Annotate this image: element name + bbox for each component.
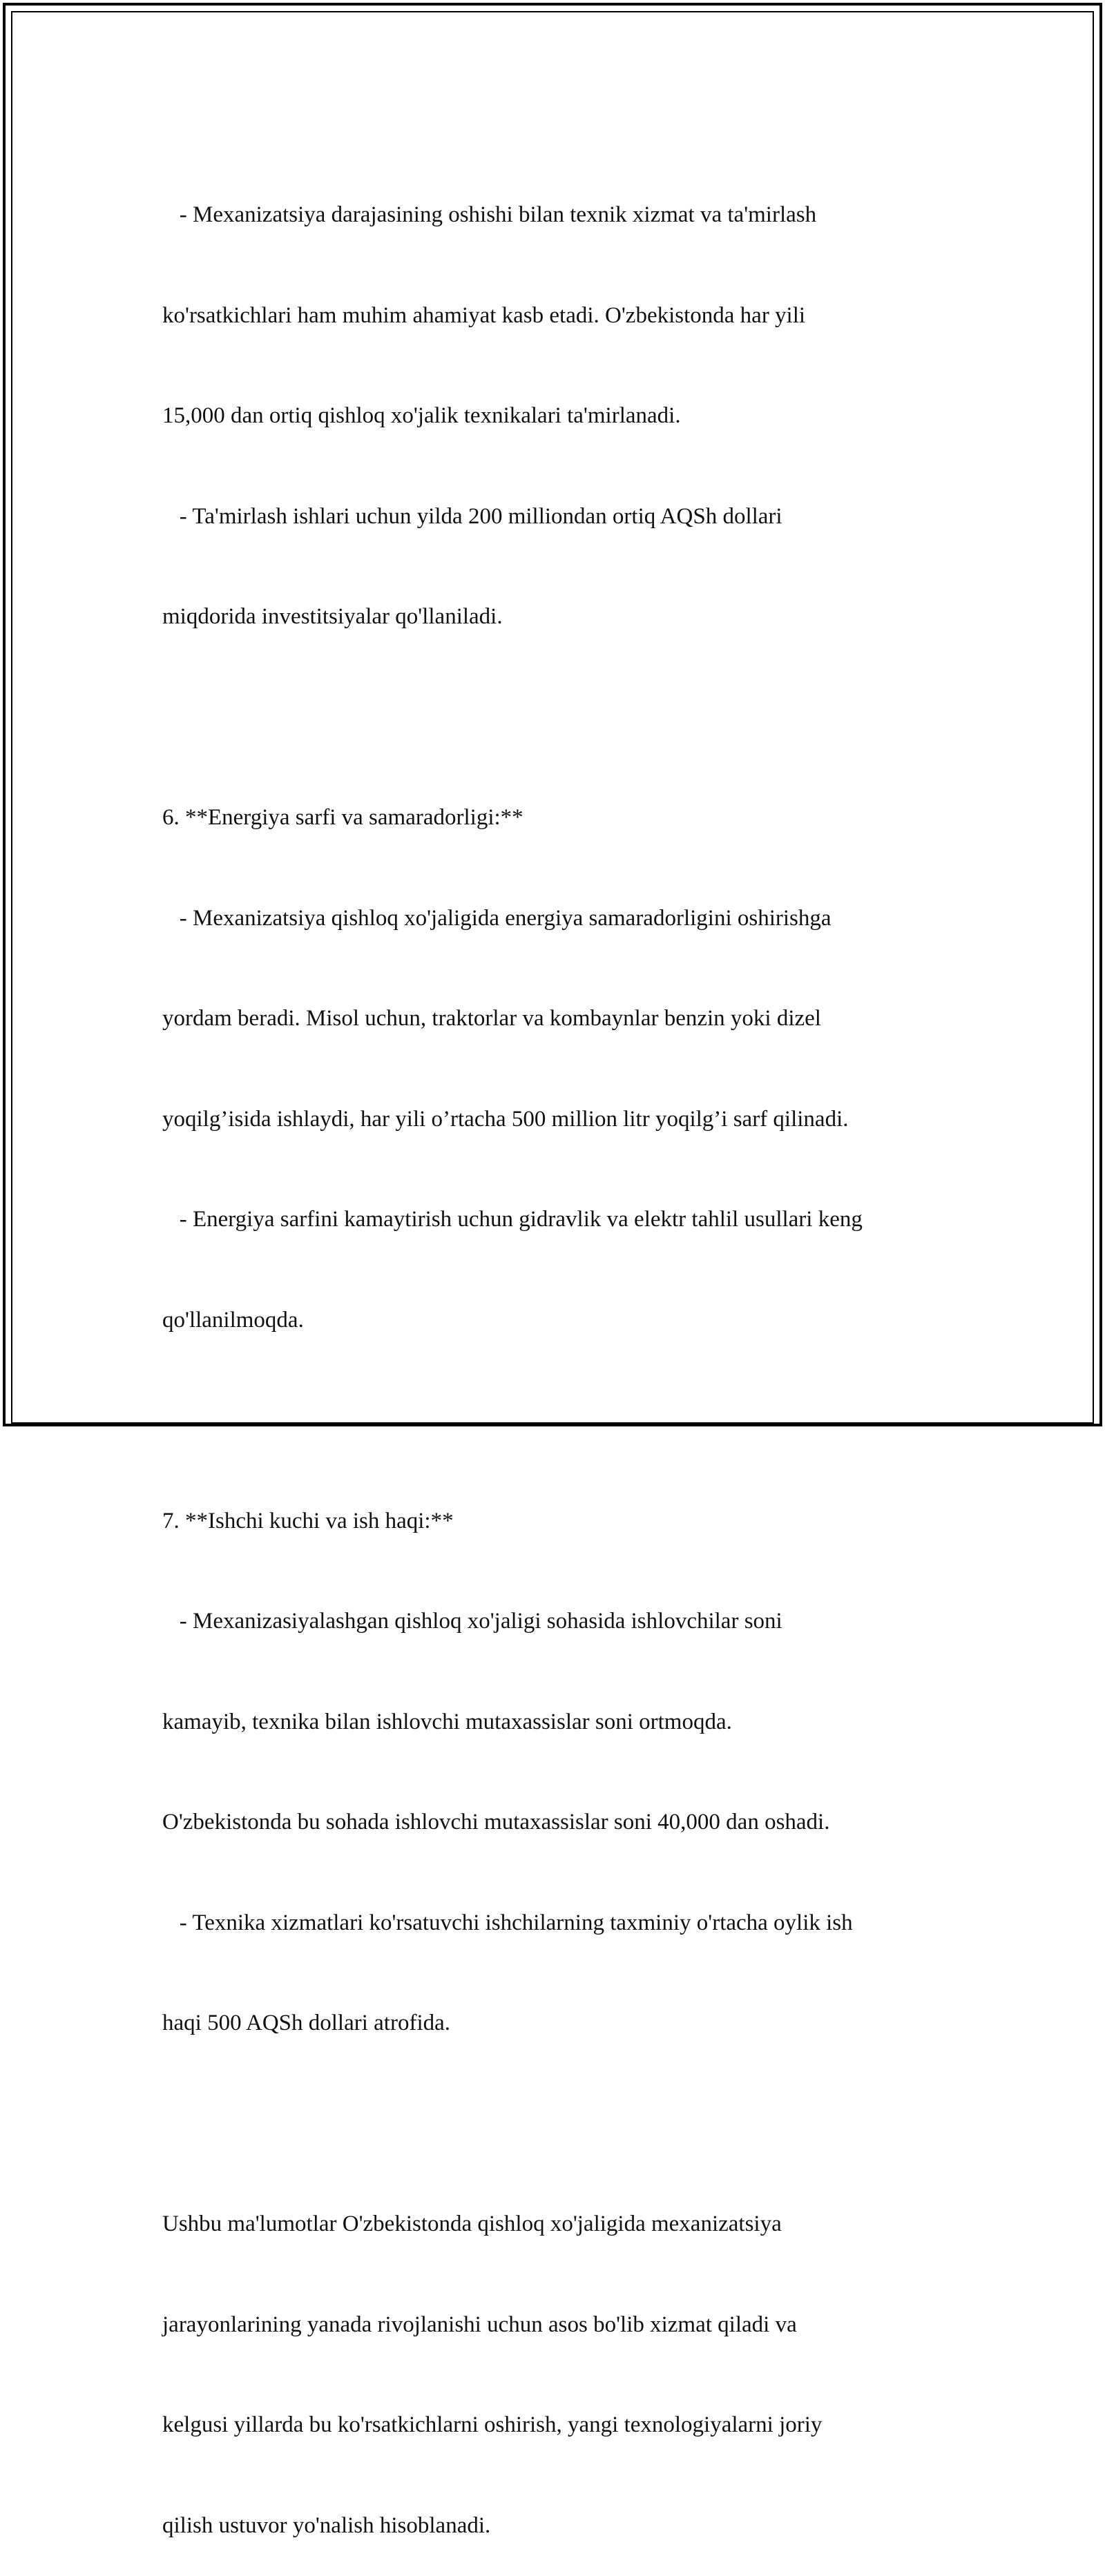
- blank-line: [162, 1404, 957, 1437]
- text-line: - Mexanizatsiya qishloq xo'jaligida energiya samaradorligini oshirishga: [162, 905, 832, 931]
- text-line: - Texnika xizmatlari ko'rsatuvchi ishchilarning taxminiy o'rtacha oylik ish: [162, 1910, 853, 1935]
- text-line: yordam beradi. Misol uchun, traktorlar va kombaynlar benzin yoki dizel: [162, 1006, 821, 1031]
- text-line: miqdorida investitsiyalar qo'llaniladi.: [162, 604, 503, 629]
- text-line: haqi 500 AQSh dollari atrofida.: [162, 2011, 451, 2035]
- conclusion-line: qilish ustuvor yo'nalish hisoblanadi.: [162, 2512, 491, 2538]
- conclusion-line: Ushbu ma'lumotlar O'zbekistonda qishloq xo'jaligida mexanizatsiya: [162, 2211, 782, 2236]
- text-line: 15,000 dan ortiq qishloq xo'jalik texnikalari ta'mirlanadi.: [162, 403, 681, 428]
- text-line: kamayib, texnika bilan ishlovchi mutaxassislar soni ortmoqda.: [162, 1709, 732, 1734]
- text-line: - Energiya sarfini kamaytirish uchun gidravlik va elektr tahlil usullari keng: [162, 1207, 863, 1232]
- text-line: O'zbekistonda bu sohada ishlovchi mutaxassislar soni 40,000 dan oshadi.: [162, 1810, 830, 1834]
- blank-line: [162, 701, 957, 735]
- section-heading: 7. **Ishchi kuchi va ish haqi:**: [162, 1508, 454, 1533]
- text-line: qo'llanilmoqda.: [162, 1307, 304, 1333]
- section-heading: 6. **Energiya sarfi va samaradorligi:**: [162, 805, 523, 830]
- conclusion-line: jarayonlarining yanada rivojlanishi uchun asos bo'lib xizmat qiladi va: [162, 2312, 797, 2337]
- text-line: - Mexanizasiyalashgan qishloq xo'jaligi sohasida ishlovchilar soni: [162, 1609, 782, 1634]
- text-line: - Mexanizatsiya darajasining oshishi bilan texnik xizmat va ta'mirlash: [162, 202, 817, 227]
- text-line: - Ta'mirlash ishlari uchun yilda 200 milliondan ortiq AQSh dollari: [162, 503, 782, 529]
- text-line: ko'rsatkichlari ham muhim ahamiyat kasb etadi. O'zbekistonda har yili: [162, 302, 806, 328]
- blank-line: [162, 2107, 957, 2141]
- conclusion-line: kelgusi yillarda bu ko'rsatkichlarni oshirish, yangi texnologiyalarni joriy: [162, 2412, 823, 2437]
- text-line: yoqilg’isida ishlaydi, har yili o’rtacha 500 million litr yoqilg’i sarf qilinadi.: [162, 1106, 849, 1132]
- document-body: [162, 131, 957, 2576]
